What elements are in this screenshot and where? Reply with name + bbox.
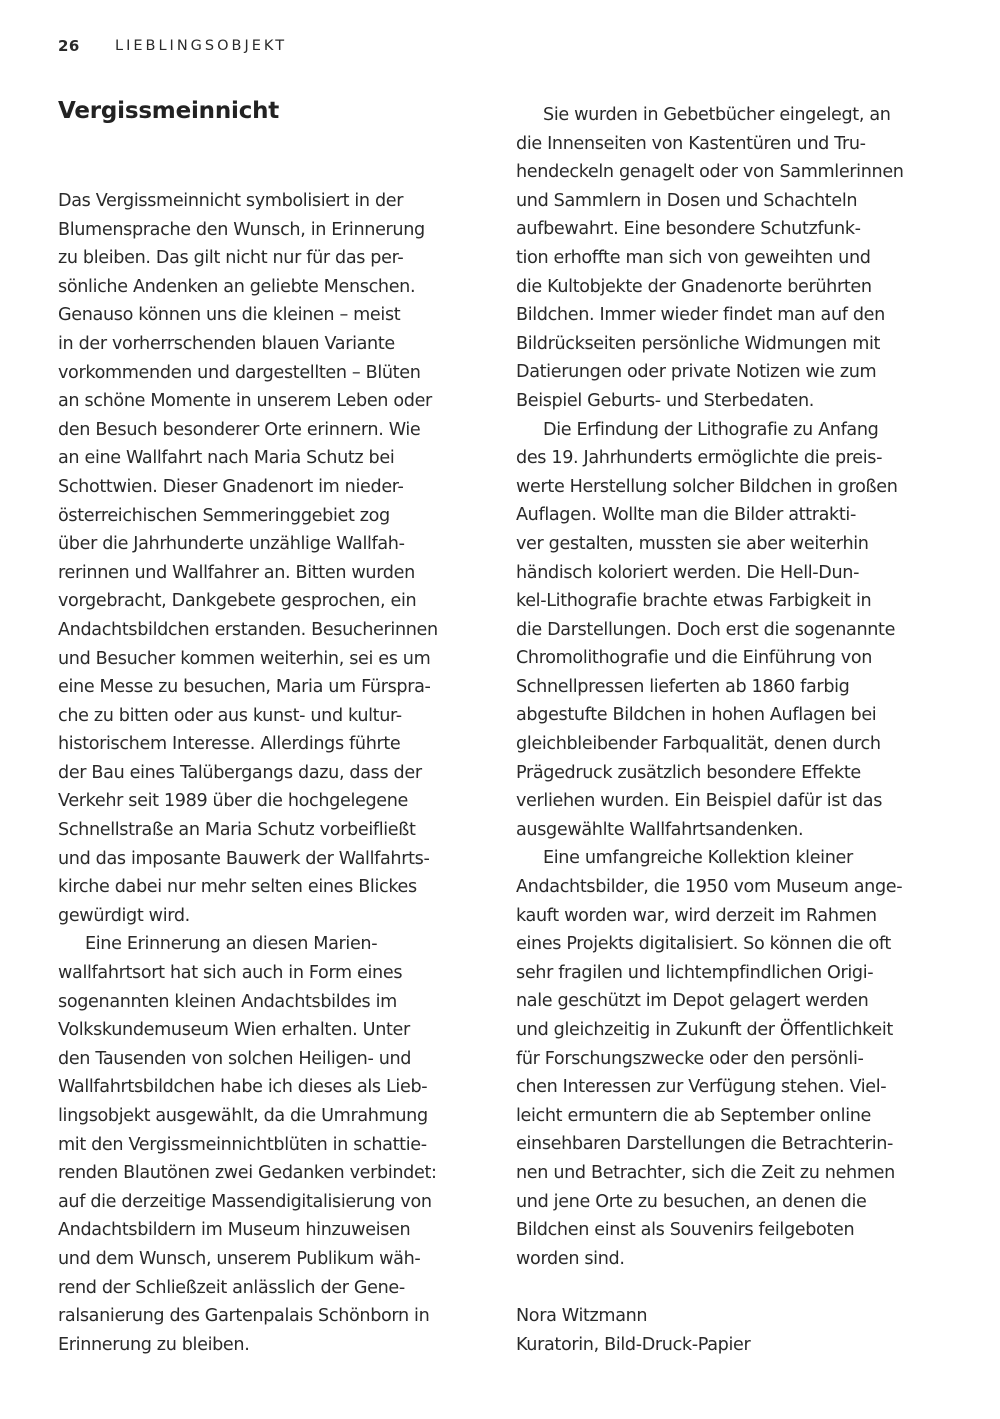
text-line: eines Projekts digitalisiert. So können die oft xyxy=(516,934,891,955)
text-line: Erinnerung zu bleiben. xyxy=(58,1334,250,1355)
text-line: ralsanierung des Gartenpalais Schönborn in xyxy=(58,1306,430,1327)
left-column xyxy=(58,187,498,1359)
text-line: den Tausenden von solchen Heiligen- und xyxy=(58,1048,412,1069)
text-line: und jene Orte zu besuchen, an denen die xyxy=(516,1191,867,1212)
text-line: nale geschützt im Depot gelagert werden xyxy=(516,991,869,1012)
text-line: und dem Wunsch, unserem Publikum wäh- xyxy=(58,1248,421,1269)
text-line: aufbewahrt. Eine besondere Schutzfunk- xyxy=(516,219,861,240)
text-line: werte Herstellung solcher Bildchen in großen xyxy=(516,476,898,497)
text-line: leicht ermuntern die ab September online xyxy=(516,1105,872,1126)
text-line: des 19. Jahrhunderts ermöglichte die preis- xyxy=(516,448,883,469)
paragraph xyxy=(58,187,498,930)
text-line: worden sind. xyxy=(516,1248,625,1269)
text-line: Schnellpressen lieferten ab 1860 farbig xyxy=(516,676,850,697)
text-line: Bildchen einst als Souvenirs feilgeboten xyxy=(516,1220,855,1241)
text-line: die Innenseiten von Kastentüren und Tru- xyxy=(516,133,866,154)
text-line: Andachtsbildern im Museum hinzuweisen xyxy=(58,1220,411,1241)
text-line: abgestufte Bildchen in hohen Auflagen bei xyxy=(516,705,877,726)
page-number: 26 xyxy=(58,37,80,55)
text-line: verliehen wurden. Ein Beispiel dafür ist das xyxy=(516,791,883,812)
text-line: lingsobjekt ausgewählt, da die Umrahmung xyxy=(58,1106,428,1126)
text-line: sehr fragilen und lichtempfindlichen Origi- xyxy=(516,962,874,983)
paragraph xyxy=(58,930,498,1359)
text-line: renden Blautönen zwei Gedanken verbindet: xyxy=(58,1163,437,1184)
text-line: ausgewählte Wallfahrtsandenken. xyxy=(516,819,804,840)
text-line: vorkommenden und dargestellten – Blüten xyxy=(58,362,421,383)
text-line: einsehbaren Darstellungen die Betrachterin- xyxy=(516,1134,894,1155)
text-line: Wallfahrtsbildchen habe ich dieses als Lieb- xyxy=(58,1077,428,1098)
text-line: hendeckeln genagelt oder von Sammlerinnen xyxy=(516,162,904,183)
signature-role: Kuratorin, Bild-Druck-Papier xyxy=(516,1334,751,1355)
text-line: händisch koloriert werden. Die Hell-Dun- xyxy=(516,562,860,583)
text-line: österreichischen Semmeringgebiet zog xyxy=(58,505,390,526)
text-line: Volkskundemuseum Wien erhalten. Unter xyxy=(58,1020,410,1041)
text-line: und gleichzeitig in Zukunft der Öffentlichkeit xyxy=(516,1020,893,1040)
text-line: an schöne Momente in unserem Leben oder xyxy=(58,391,432,412)
text-line: die Darstellungen. Doch erst die sogenannte xyxy=(516,619,896,640)
text-line: Andachtsbilder, die 1950 vom Museum ange- xyxy=(516,877,903,898)
text-line: und Sammlern in Dosen und Schachteln xyxy=(516,190,858,211)
paragraph xyxy=(516,844,956,1273)
text-line: vorgebracht, Dankgebete gesprochen, ein xyxy=(58,591,417,612)
paragraph xyxy=(516,101,956,416)
text-line: Das Vergissmeinnicht symbolisiert in der xyxy=(58,191,404,211)
text-line: Auflagen. Wollte man die Bilder attrakti- xyxy=(516,505,856,526)
text-line: für Forschungszwecke oder den persönli- xyxy=(516,1048,864,1069)
text-line: in der vorherrschenden blauen Variante xyxy=(58,333,395,354)
text-line: Genauso können uns die kleinen – meist xyxy=(58,305,401,326)
text-line: eine Messe zu besuchen, Maria um Fürspra- xyxy=(58,677,431,698)
text-line: Bildchen. Immer wieder findet man auf den xyxy=(516,305,885,326)
signature xyxy=(516,1302,956,1359)
text-line: ver gestalten, mussten sie aber weiterhin xyxy=(516,533,869,554)
text-line: tion erhoffte man sich von geweihten und xyxy=(516,247,871,268)
text-line: und Besucher kommen weiterhin, sei es um xyxy=(58,648,431,669)
text-line: Eine umfangreiche Kollektion kleiner xyxy=(543,848,853,869)
text-line: auf die derzeitige Massendigitalisierung von xyxy=(58,1191,432,1212)
text-line: wallfahrtsort hat sich auch in Form eines xyxy=(58,963,403,984)
text-line: den Besuch besonderer Orte erinnern. Wie xyxy=(58,419,421,440)
text-line: und das imposante Bauwerk der Wallfahrts- xyxy=(58,848,430,869)
text-line: die Kultobjekte der Gnadenorte berührten xyxy=(516,276,872,297)
text-line: Schottwien. Dieser Gnadenort im nieder- xyxy=(58,476,404,497)
text-line: Datierungen oder private Notizen wie zum xyxy=(516,362,877,383)
text-line: kel-Lithografie brachte etwas Farbigkeit in xyxy=(516,591,872,612)
text-line: Die Erfindung der Lithografie zu Anfang xyxy=(543,419,879,440)
text-line: mit den Vergissmeinnichtblüten in schattie- xyxy=(58,1134,427,1155)
running-head xyxy=(58,36,287,56)
text-line: Chromolithografie und die Einführung von xyxy=(516,648,873,669)
text-line: Bildrückseiten persönliche Widmungen mit xyxy=(516,333,881,354)
text-line: sogenannten kleinen Andachtsbildes im xyxy=(58,991,397,1012)
text-line: che zu bitten oder aus kunst- und kultur- xyxy=(58,705,402,726)
text-line: rerinnen und Wallfahrer an. Bitten wurden xyxy=(58,562,415,583)
signature-spacer xyxy=(516,1273,956,1302)
text-line: Beispiel Geburts- und Sterbedaten. xyxy=(516,390,815,411)
text-line: Schnellstraße an Maria Schutz vorbeifließt xyxy=(58,820,416,841)
section-label: LIEBLINGSOBJEKT xyxy=(115,38,288,54)
text-line: Blumensprache den Wunsch, in Erinnerung xyxy=(58,219,425,240)
text-line: Verkehr seit 1989 über die hochgelegene xyxy=(58,791,409,812)
text-line: Eine Erinnerung an diesen Marien- xyxy=(85,934,378,955)
text-line: rend der Schließzeit anlässlich der Gene- xyxy=(58,1277,405,1298)
signature-author: Nora Witzmann xyxy=(516,1305,648,1326)
text-line: zu bleiben. Das gilt nicht nur für das per- xyxy=(58,248,404,269)
text-line: Andachtsbildchen erstanden. Besucherinnen xyxy=(58,619,438,640)
paragraph xyxy=(516,416,956,845)
text-line: historischem Interesse. Allerdings führte xyxy=(58,734,401,755)
text-line: gewürdigt wird. xyxy=(58,905,190,926)
text-line: kirche dabei nur mehr selten eines Blickes xyxy=(58,877,417,898)
text-line: gleichbleibender Farbqualität, denen durch xyxy=(516,734,881,755)
text-line: Sie wurden in Gebetbücher eingelegt, an xyxy=(543,105,891,125)
article-title: Vergissmeinnicht xyxy=(58,98,280,124)
text-line: nen und Betrachter, sich die Zeit zu nehmen xyxy=(516,1162,895,1183)
text-line: Prägedruck zusätzlich besondere Effekte xyxy=(516,762,861,783)
right-column xyxy=(516,101,956,1359)
text-line: kauft worden war, wird derzeit im Rahmen xyxy=(516,905,877,926)
text-line: der Bau eines Talübergangs dazu, dass der xyxy=(58,762,422,783)
text-line: über die Jahrhunderte unzählige Wallfah- xyxy=(58,534,405,555)
text-line: chen Interessen zur Verfügung stehen. Viel- xyxy=(516,1077,887,1098)
text-line: sönliche Andenken an geliebte Menschen. xyxy=(58,276,416,297)
text-line: an eine Wallfahrt nach Maria Schutz bei xyxy=(58,448,395,469)
